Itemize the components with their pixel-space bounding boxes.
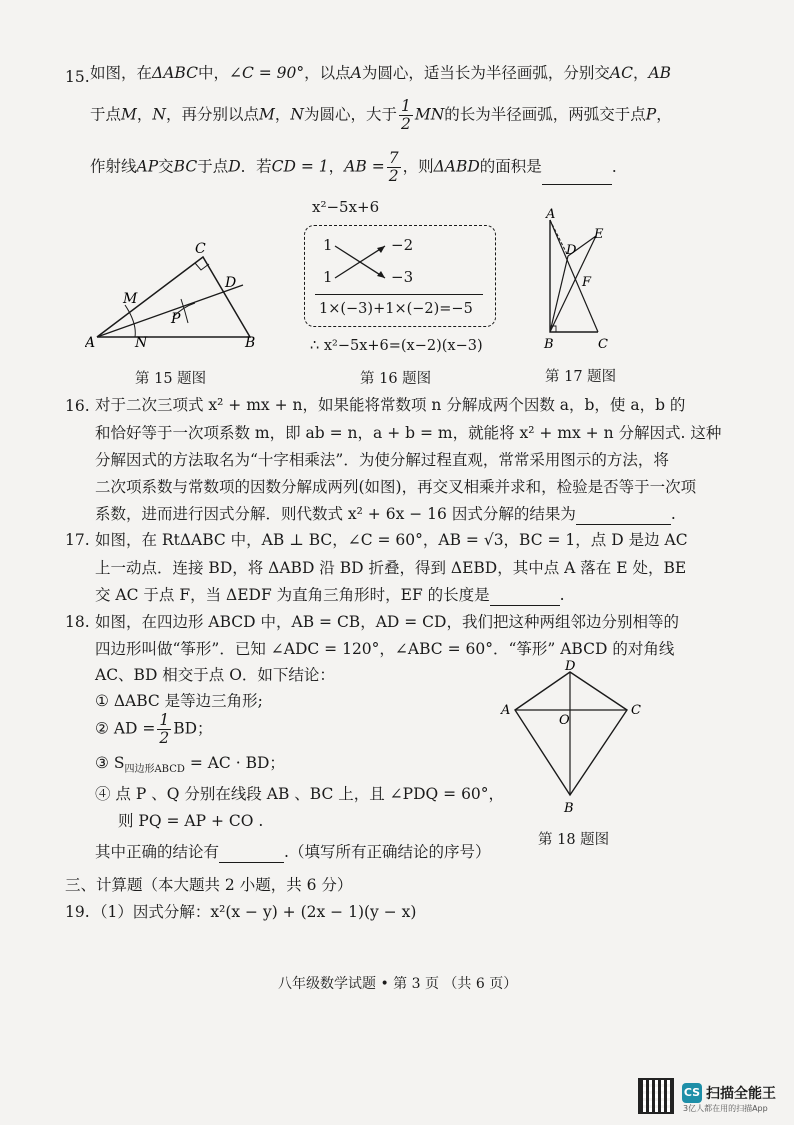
figure-17 (538, 208, 618, 356)
section-3-heading: 三、计算题（本大题共 2 小题，共 6 分） (65, 876, 353, 894)
label-B: B (245, 335, 256, 351)
q19-number: 19. (65, 903, 90, 921)
cross-check: 1×(−3)+1×(−2)=−5 (319, 301, 473, 317)
figure-18-caption: 第 18 题图 (538, 832, 610, 848)
label-F: F (582, 275, 592, 290)
label-A: A (501, 703, 511, 718)
figure-18 (495, 660, 645, 820)
divider (315, 294, 483, 295)
q17-line3: 交 AC 于点 F，当 ΔEDF 为直角三角形时，EF 的长度是 . (95, 586, 565, 604)
q16-line4: 二次项系数与常数项的因数分解成两列(如图)，再交叉相乘并求和，检验是否等于一次项 (95, 478, 697, 496)
label-A: A (85, 335, 96, 351)
label-N: N (135, 335, 148, 351)
q15-number: 15. (65, 68, 90, 86)
label-C: C (598, 337, 608, 352)
q18-conclusion3: ③ $S_{四边形ABCD}$ = AC · BD； (95, 754, 285, 776)
label-D: D (565, 660, 576, 674)
figure-16-result: ∴ x²−5x+6=(x−2)(x−3) (310, 338, 483, 354)
row1-right: −2 (391, 236, 414, 254)
figure-16-box (304, 225, 496, 327)
qr-code-icon (638, 1078, 674, 1114)
label-P: P (171, 311, 181, 327)
figure-16-expression: x²−5x+6 (312, 198, 380, 216)
fraction-half: $\frac{1}{2}$ (400, 97, 411, 133)
label-M: M (123, 291, 138, 307)
q19-part1: （1）因式分解：x²(x − y) + (2x − 1)(y − x) (92, 903, 417, 921)
label-A: A (546, 208, 556, 222)
q15-answer-blank[interactable] (542, 168, 612, 185)
q16-answer-blank[interactable] (576, 508, 671, 525)
q16-line3: 分解因式的方法取名为“十字相乘法”．为使分解过程直观，常常采用图示的方法，将 (95, 451, 669, 469)
label-B: B (544, 337, 554, 352)
label-C: C (195, 241, 206, 257)
q16-line1: 对于二次三项式 x² + mx + n，如果能将常数项 n 分解成两个因数 a，b，使 a，b 的 (95, 396, 686, 414)
q18-answer-blank[interactable] (219, 846, 284, 863)
figure-15-caption: 第 15 题图 (135, 371, 207, 387)
camscanner-logo-icon: CS (682, 1083, 702, 1103)
q18-number: 18. (65, 613, 90, 631)
label-O: O (559, 713, 570, 728)
q18-conclusion1: ① ΔABC 是等边三角形; (95, 692, 263, 710)
q16-line2: 和恰好等于一次项系数 m，即 ab = n，a + b = m，就能将 x² + mx + n 分解因式. 这种 (95, 424, 722, 442)
q16-number: 16. (65, 397, 90, 415)
q18-conclusion2: ② AD = $\frac{1}{2}$ BD； (95, 711, 213, 747)
label-D: D (225, 275, 237, 291)
figure-17-caption: 第 17 题图 (545, 369, 617, 385)
q15-line2: 于点M，N，再分别以点M，N为圆心，大于 $\frac{1}{2}$ MN的长为半径画弧，两弧交于点P， (90, 97, 672, 133)
label-C: C (631, 703, 641, 718)
scanner-subtitle: 3亿人都在用的扫描App (683, 1104, 768, 1113)
scanner-title: 扫描全能王 (706, 1086, 776, 1102)
label-D: D (566, 243, 577, 258)
row1-left: 1 (323, 236, 333, 254)
q18-conclusion4: ④ 点 P 、Q 分别在线段 AB 、BC 上，且 ∠PDQ = 60°， (95, 785, 505, 803)
q18-end: 其中正确的结论有 .（填写所有正确结论的序号） (95, 843, 491, 861)
q18-line3: AC、BD 相交于点 O．如下结论： (95, 666, 335, 684)
q17-answer-blank[interactable] (490, 589, 560, 606)
q18-line2: 四边形叫做“筝形”．已知 ∠ADC = 120°，∠ABC = 60°．“筝形” ABCD 的对角线 (95, 640, 675, 658)
label-E: E (594, 227, 604, 242)
q16-line5: 系数，进而进行因式分解．则代数式 x² + 6x − 16 因式分解的结果为 . (95, 505, 676, 523)
row2-right: −3 (391, 268, 414, 286)
fraction-seven-halves: $\frac{7}{2}$ (388, 149, 399, 185)
q18-conclusion4b: 则 PQ = AP + CO . (118, 812, 264, 830)
q18-line1: 如图，在四边形 ABCD 中，AB = CB，AD = CD，我们把这种两组邻边分别相等的 (95, 613, 679, 631)
fraction-half-2: $\frac{1}{2}$ (159, 711, 170, 747)
q17-line1: 如图，在 RtΔABC 中，AB ⊥ BC，∠C = 60°，AB = √3，BC = 1，点 D 是边 AC (95, 531, 688, 549)
cross-arrows (333, 240, 393, 282)
q15-line1: 如图，在ΔABC中，∠C = 90°，以点A为圆心，适当长为半径画弧，分别交AC，AB (90, 64, 672, 82)
q17-number: 17. (65, 531, 90, 549)
label-B: B (564, 801, 574, 816)
figure-15 (85, 235, 275, 355)
figure-16-caption: 第 16 题图 (360, 371, 432, 387)
q15-line3: 作射线AP交BC于点D．若CD = 1，AB = $\frac{7}{2}$ ，则ΔABD的面积是 ． (90, 149, 628, 185)
page-footer: 八年级数学试题 • 第 3 页 （共 6 页） (278, 976, 518, 992)
q17-line2: 上一动点．连接 BD，将 ΔABD 沿 BD 折叠，得到 ΔEBD，其中点 A 落在 E 处，BE (95, 559, 687, 577)
row2-left: 1 (323, 268, 333, 286)
